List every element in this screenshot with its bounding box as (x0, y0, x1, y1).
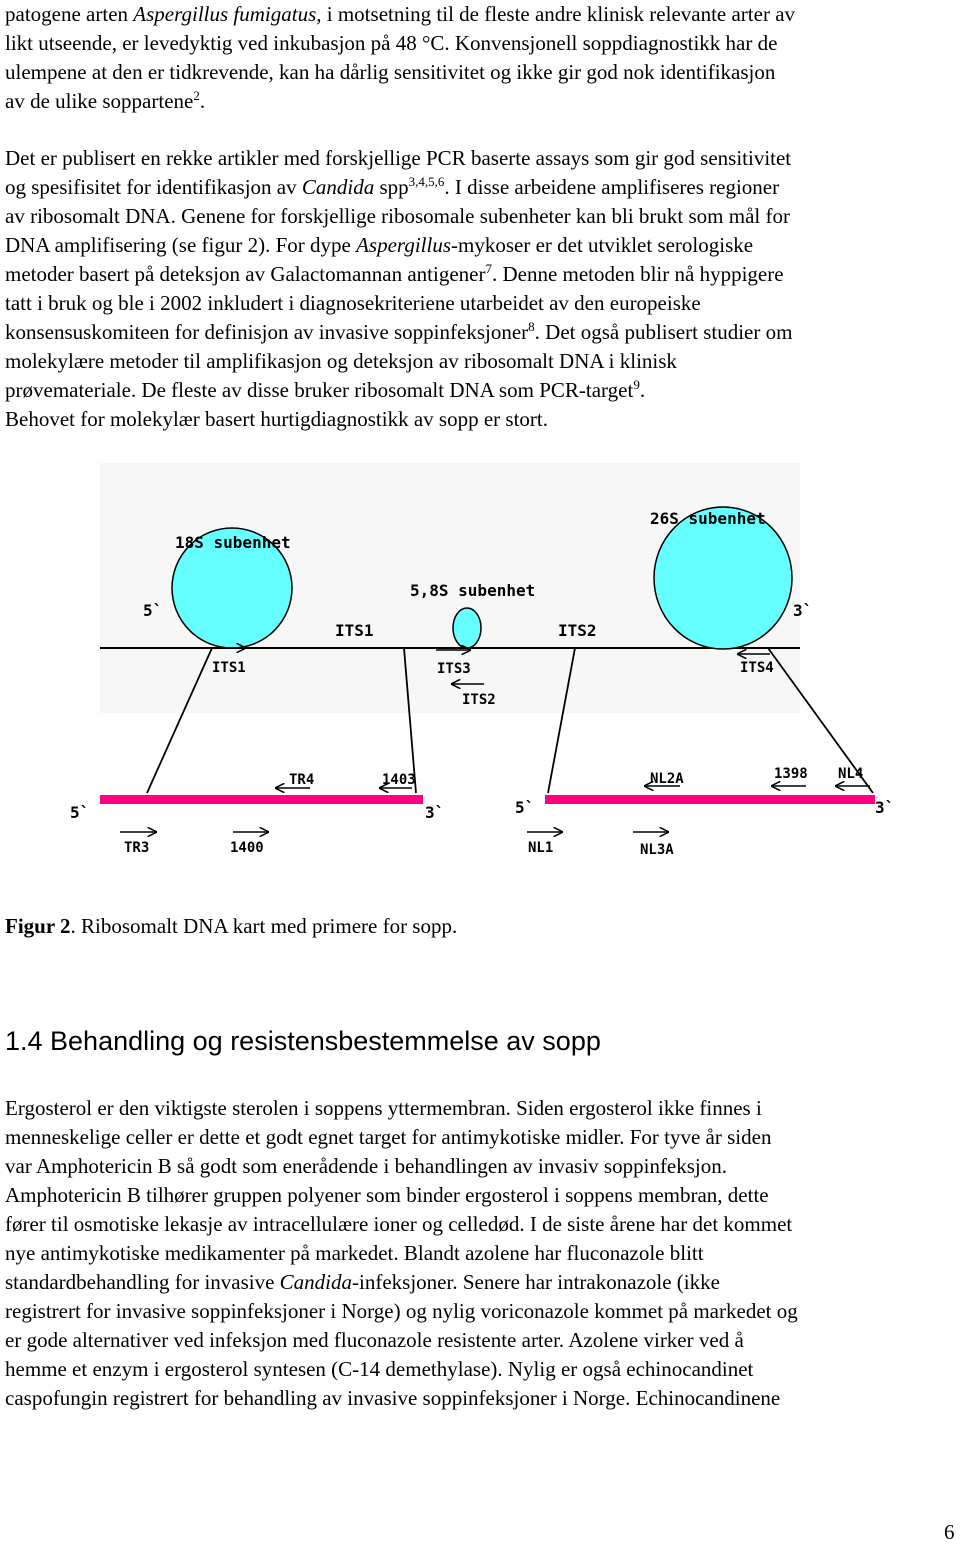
page-number: 6 (944, 1520, 955, 1544)
text-line: og spesifisitet for identifikasjon av Candida spp$^{3,4,5,6}$. I disse arbeidene amplifiseres regioner (5, 174, 780, 199)
text-line: tatt i bruk og ble i 2002 inkludert i diagnosekriteriene utarbeidet av den europeiske (5, 291, 701, 315)
bar-left-3prime: 3` (425, 803, 445, 822)
primer-1400-label: 1400 (230, 840, 264, 856)
text-line: molekylære metoder til amplifikasjon og deteksjon av ribosomalt DNA i klinisk (5, 349, 677, 373)
primer-its2-label: ITS2 (462, 692, 496, 708)
label-5prime-top: 5` (143, 601, 163, 620)
bar-26s-region (545, 795, 875, 804)
bar-18s-region (100, 795, 423, 804)
text-line: standardbehandling for invasive Candida-infeksjoner. Senere har intrakonazole (ikke (5, 1270, 720, 1294)
primer-nl4-label: NL4 (838, 766, 864, 782)
label-3prime-top: 3` (793, 601, 813, 620)
subunit-58s-circle (453, 608, 481, 648)
primer-tr4-label: TR4 (289, 772, 315, 788)
text-line: Det er publisert en rekke artikler med forskjellige PCR baserte assays som gir god sensitivitet (5, 146, 792, 170)
citation: 7 (485, 261, 492, 276)
text-line: Ergosterol er den viktigste sterolen i soppens yttermembran. Siden ergosterol ikke finnes i (5, 1096, 762, 1120)
subunit-26s-circle (654, 507, 792, 649)
ribosomal-dna-diagram (0, 458, 960, 878)
label-its1-region: ITS1 (335, 621, 374, 640)
text-line: registrert for invasive soppinfeksjoner i Norge) og nylig voriconazole kommet på markedet og (5, 1299, 798, 1323)
section-heading: 1.4 Behandling og resistensbestemmelse av sopp (5, 1026, 601, 1056)
text-line: Behovet for molekylær basert hurtigdiagnostikk av sopp er stort. (5, 407, 548, 431)
primer-nl3a-label: NL3A (640, 842, 674, 858)
label-its2-region: ITS2 (558, 621, 597, 640)
label-26s: 26S subenhet (650, 509, 766, 528)
bar-left-5prime: 5` (70, 803, 90, 822)
citation: 2 (193, 88, 200, 103)
text-line: metoder basert på deteksjon av Galactomannan antigener$^7$. Denne metoden blir nå hyppigere (5, 261, 784, 286)
text-line: Amphotericin B tilhører gruppen polyener som binder ergosterol i soppens membran, dette (5, 1183, 769, 1207)
label-18s: 18S subenhet (175, 533, 291, 552)
bar-right-3prime: 3` (875, 798, 895, 817)
primer-1398-label: 1398 (774, 766, 808, 782)
label-58s: 5,8S subenhet (410, 581, 536, 600)
primer-its1-label: ITS1 (212, 660, 246, 676)
text-line: av ribosomalt DNA. Genene for forskjellige ribosomale subenheter kan bli brukt som mål for (5, 204, 790, 228)
text-line: fører til osmotiske lekasje av intracellulære ioner og celledød. I de siste årene har det kommet (5, 1212, 793, 1236)
text-line: var Amphotericin B så godt som enerådende i behandlingen av invasiv soppinfeksjon. (5, 1154, 728, 1178)
text-line: hemme et enzym i ergosterol syntesen (C-14 demethylase). Nylig er også echinocandinet (5, 1357, 754, 1381)
text-line: av de ulike soppartene$^2$. (5, 88, 206, 113)
paragraph-pcr-assays (5, 144, 960, 434)
text-line: DNA amplifisering (se figur 2). For dype Aspergillus-mykoser er det utviklet serologiske (5, 233, 754, 257)
figure-caption: Figur 2. Ribosomalt DNA kart med primere for sopp. (5, 914, 458, 938)
text-line: likt utseende, er levedyktig ved inkubasjon på 48 °C. Konvensjonell soppdiagnostikk har de (5, 31, 778, 55)
text-line: caspofungin registrert for behandling av invasive soppinfeksjoner i Norge. Echinocandinene (5, 1386, 781, 1410)
text-line: ulempene at den er tidkrevende, kan ha dårlig sensitivitet og ikke gir god nok identifikasjon (5, 60, 776, 84)
text-line: konsensuskomiteen for definisjon av invasive soppinfeksjoner$^8$. Det også publisert studier om (5, 319, 793, 344)
primer-nl1-label: NL1 (528, 840, 554, 856)
text-line: patogene arten Aspergillus fumigatus, i motsetning til de fleste andre klinisk relevante arter av (5, 2, 796, 26)
primer-nl2a-label: NL2A (650, 771, 684, 787)
primer-tr3-label: TR3 (124, 840, 150, 856)
text-line: er gode alternativer ved infeksjon med fluconazole resistente arter. Azolene virker ved å (5, 1328, 744, 1352)
primer-1403-label: 1403 (382, 772, 416, 788)
primer-its3-label: ITS3 (437, 661, 471, 677)
citation: 9 (633, 377, 640, 392)
citation: 8 (528, 319, 535, 334)
text-line: prøvemateriale. De fleste av disse bruker ribosomalt DNA som PCR-target$^9$. (5, 377, 646, 402)
text-line: menneskelige celler er dette et godt egnet target for antimykotiske midler. For tyve år siden (5, 1125, 772, 1149)
bar-right-5prime: 5` (515, 798, 535, 817)
citation: 3,4,5,6 (408, 174, 445, 189)
paragraph-aspergillus (5, 0, 960, 116)
text-line: nye antimykotiske medikamenter på markedet. Blandt azolene har fluconazole blitt (5, 1241, 704, 1265)
primer-its4-label: ITS4 (740, 660, 774, 676)
paragraph-treatment (5, 1094, 960, 1413)
